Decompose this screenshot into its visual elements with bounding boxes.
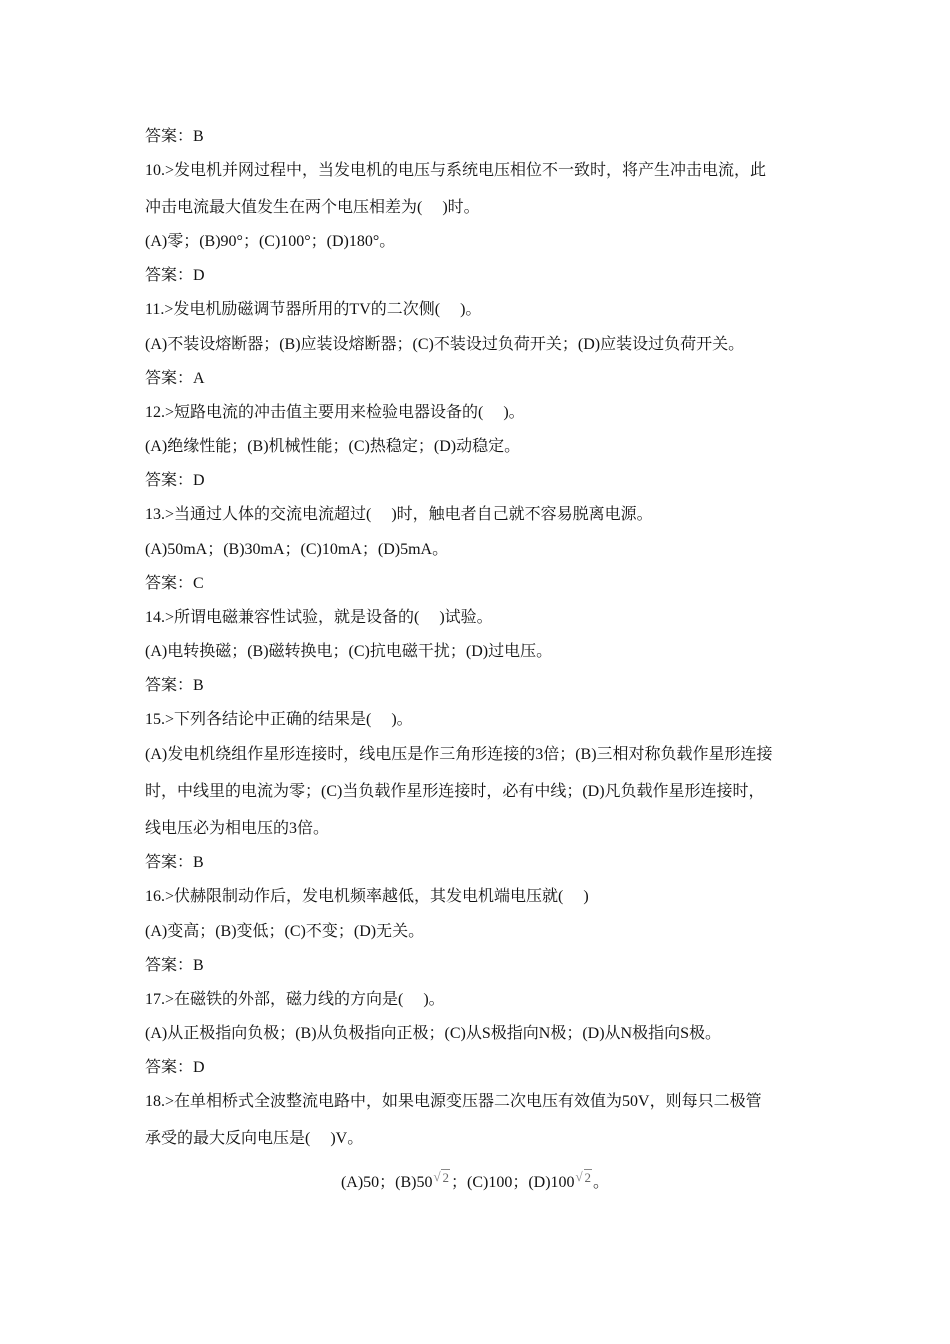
line-29: 承受的最大反向电压是( )V。 xyxy=(145,1130,364,1147)
line-5: 11.>发电机励磁调节器所用的TV的二次侧( )。 xyxy=(145,301,482,318)
last-options-line xyxy=(0,1166,950,1190)
line-25: 17.>在磁铁的外部，磁力线的方向是( )。 xyxy=(145,991,445,1008)
line-15: (A)电转换磁；(B)磁转换电；(C)抗电磁干扰；(D)过电压。 xyxy=(145,643,553,660)
line-4: 答案：D xyxy=(145,267,205,284)
line-24: 答案：B xyxy=(145,957,204,974)
line-3: (A)零；(B)90°；(C)100°；(D)180°。 xyxy=(145,233,396,250)
line-20: 线电压必为相电压的3倍。 xyxy=(145,820,330,837)
line-6: (A)不装设熔断器；(B)应装设熔断器；(C)不装设过负荷开关；(D)应装设过负荷开关。 xyxy=(145,336,745,353)
sqrt-symbol-2: √ 2 xyxy=(575,1169,592,1185)
line-0: 答案：B xyxy=(145,128,204,145)
line-18: (A)发电机绕组作星形连接时，线电压是作三角形连接的3倍；(B)三相对称负载作星形连接 xyxy=(145,746,773,763)
line-8: 12.>短路电流的冲击值主要用来检验电器设备的( )。 xyxy=(145,404,525,421)
line-10: 答案：D xyxy=(145,472,205,489)
line-2: 冲击电流最大值发生在两个电压相差为( )时。 xyxy=(145,199,480,216)
line-27: 答案：D xyxy=(145,1059,205,1076)
last-options-part-c: 。 xyxy=(593,1174,610,1191)
sqrt-symbol-1: √ 2 xyxy=(433,1169,449,1185)
line-11: 13.>当通过人体的交流电流超过( )时，触电者自己就不容易脱离电源。 xyxy=(145,506,653,523)
line-12: (A)50mA；(B)30mA；(C)10mA；(D)5mA。 xyxy=(145,541,449,558)
last-options-part-a: (A)50；(B)50 xyxy=(340,1174,433,1191)
line-7: 答案：A xyxy=(145,370,205,387)
line-9: (A)绝缘性能；(B)机械性能；(C)热稳定；(D)动稳定。 xyxy=(145,438,521,455)
last-options-part-b: ；(C)100；(D)100 xyxy=(450,1174,575,1191)
line-23: (A)变高；(B)变低；(C)不变；(D)无关。 xyxy=(145,923,425,940)
line-17: 15.>下列各结论中正确的结果是( )。 xyxy=(145,711,413,728)
sqrt-arg-1: 2 xyxy=(442,1170,449,1185)
line-16: 答案：B xyxy=(145,677,204,694)
line-19: 时，中线里的电流为零；(C)当负载作星形连接时，必有中线；(D)凡负载作星形连接时， xyxy=(145,783,765,800)
line-26: (A)从正极指向负极；(B)从负极指向正极；(C)从S极指向N极；(D)从N极指向S极。 xyxy=(145,1025,721,1042)
line-1: 10.>发电机并网过程中，当发电机的电压与系统电压相位不一致时，将产生冲击电流，此 xyxy=(145,162,767,179)
line-22: 16.>伏赫限制动作后，发电机频率越低，其发电机端电压就( ) xyxy=(145,888,589,905)
line-28: 18.>在单相桥式全波整流电路中，如果电源变压器二次电压有效值为50V，则每只二极管 xyxy=(145,1093,762,1110)
line-13: 答案：C xyxy=(145,575,204,592)
line-14: 14.>所谓电磁兼容性试验，就是设备的( )试验。 xyxy=(145,609,493,626)
sqrt-arg-2: 2 xyxy=(584,1170,592,1185)
line-21: 答案：B xyxy=(145,854,204,871)
